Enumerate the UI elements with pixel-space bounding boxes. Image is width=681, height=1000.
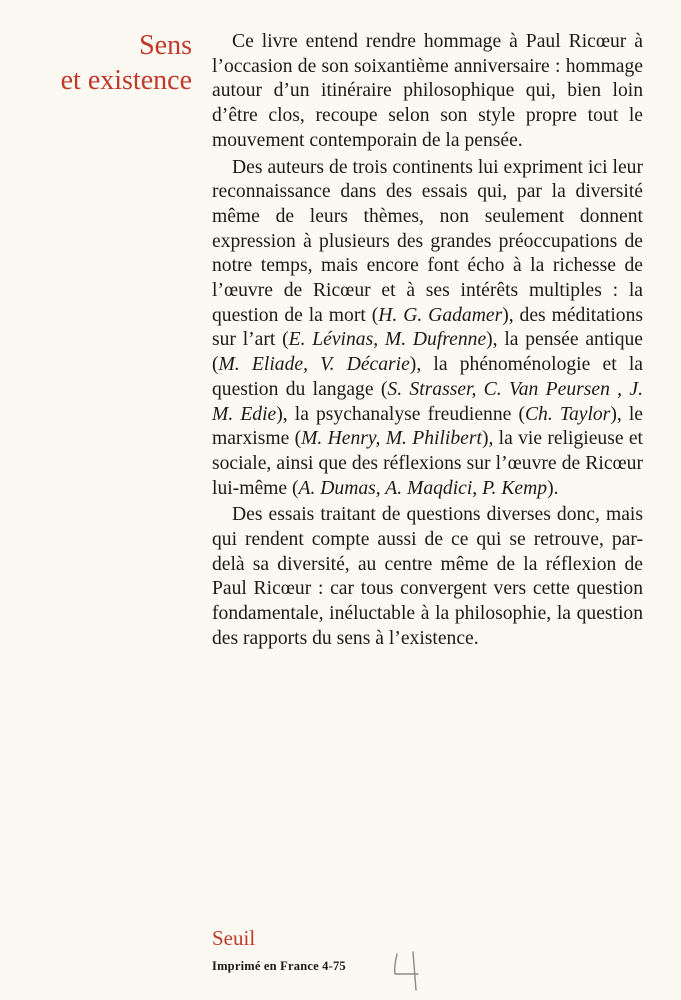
blurb-text-run: ), la vie religieuse et sociale, ainsi que des réflexions sur l’œuvre de Ricœur lui-même (: [212, 428, 643, 499]
author-names: M. Henry, M. Philibert: [301, 428, 482, 450]
author-names: H. G. Gadamer: [378, 304, 503, 326]
blurb-paragraph-1: Ce livre entend rendre hommage à Paul Ricœur à l’occasion de son soixantième anniversaire : hommage autour d’un itinéraire philosophique qui, bien loin d’être clos, recoupe selon son style propre tout le mouvement contemporain de la pensée.: [212, 31, 643, 151]
title-line-1: Sens: [139, 30, 192, 61]
author-names: A. Dumas, A. Maqdici, P. Kemp: [298, 477, 548, 499]
blurb-paragraph-3: Des essais traitant de questions diverses donc, mais qui rendent compte aussi de ce qui se retrouve, par-delà sa diversité, au centre même de la réflexion de Paul Ricœur : car tous convergent vers cette question fondamentale, inéluctable à la philosophie, la question des rapports du sens à l’existence.: [212, 504, 643, 649]
blurb-text-run: ), la psychanalyse freudienne (: [276, 403, 525, 425]
blurb-text-run: ), le marxisme (: [212, 403, 643, 450]
blurb-text-run: ), des méditations sur l’art (: [212, 304, 644, 351]
blurb-text-run: ), la pensée antique (: [212, 329, 643, 376]
blurb-text: [212, 30, 643, 652]
blurb-text-run: Des auteurs de trois continents lui expriment ici leur reconnaissance dans des essais qui, par la diversité même de leurs thèmes, non seulement donnent expression à plusieurs des grandes préoccupations de notre temps, mais encore font écho à la richesse de l’œuvre de Ricœur et à ses intérêts multiples : la question de la mort (: [212, 156, 643, 326]
author-names: S. Strasser, C. Van Peursen , J. M. Edie: [212, 378, 643, 425]
handwritten-4-mark: [388, 948, 430, 992]
publisher-name: Seuil: [212, 926, 256, 950]
author-names: E. Lévinas, M. Dufrenne: [288, 329, 487, 351]
author-names: M. Eliade, V. Décarie: [218, 354, 410, 376]
blurb-text-run: ).: [547, 477, 559, 499]
author-names: Ch. Taylor: [524, 403, 611, 425]
blurb-text-run: ), la phénoménologie et la question du langage (: [212, 354, 643, 400]
imprint-line: Imprimé en France 4-75: [212, 959, 346, 973]
book-title: [30, 28, 192, 98]
blurb-paragraph-2: [212, 156, 643, 502]
title-line-2: et existence: [60, 65, 192, 96]
